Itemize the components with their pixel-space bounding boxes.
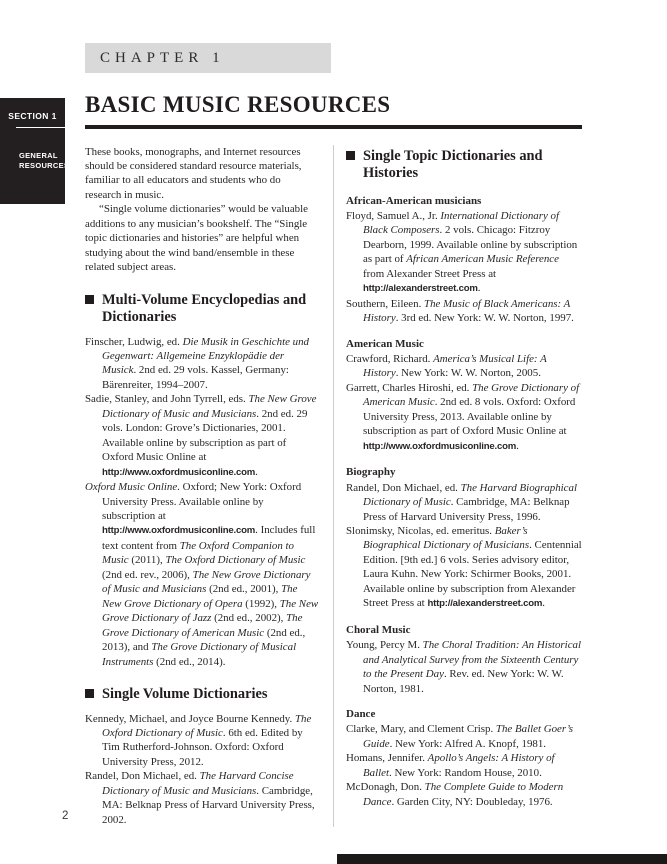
intro-paragraph: “Single volume dictionaries” would be valuable additions to any musician’s bookshelf. The “Single topic dictionaries and histories” are helpful when studying about the wind band/ensemble in these related subject areas. [85,203,308,274]
section-heading: Multi-Volume Encyclopedias and Dictionaries [85,292,319,327]
bibliography-entry [346,780,582,809]
entry-text: . [542,597,545,610]
two-column-layout [85,145,582,828]
entry-text: The Choral Tradition: An Historical and Analytical Survey from the Sixteenth Century to the Present Day [363,639,581,681]
entry-text: . Cambridge, MA: Belknap Press of Harvard University Press, 2002. [102,784,315,826]
entry-text: . New York: Random House, 2010. [389,766,542,779]
entry-text: Randel, Don Michael, ed. [85,770,200,783]
subsection-label: Choral Music [346,623,411,636]
title-rule [85,125,582,129]
entry-text: Crawford, Richard. [346,353,434,366]
entry-text: McDonagh, Don. [346,781,425,794]
page-title: BASIC MUSIC RESOURCES [85,92,391,117]
entry-text: America’s Musical Life: A History [363,353,547,380]
section-tab-rule [16,127,65,128]
entry-text: . New York: W. W. Norton, 2005. [395,367,541,380]
subsection-label: Biography [346,466,396,479]
column-divider [333,145,334,828]
entry-text: African American Music Reference [406,253,559,266]
bibliography-entry [346,524,582,612]
entry-text: . Rev. ed. New York: W. W. Norton, 1981. [363,668,564,695]
entry-text: . 6th ed. Edited by Tim Rutherford-Johnson. Oxford: Oxford University Press, 2012. [102,726,303,768]
entry-text: . 2nd ed. 8 vols. Oxford: Oxford University Press, 2013. Available online by subscription as part of Oxford Music Online at [363,396,576,438]
bibliography-entry [346,722,582,751]
intro-paragraph: These books, monographs, and Internet resources should be considered standard resource materials, familiar to all educators and students who do research in music. [85,145,302,201]
entry-text: . [477,282,481,295]
entry-text: Floyd, Samuel A., Jr. [346,209,441,222]
entry-text: Randel, Don Michael, ed. [346,481,461,494]
entry-text: (2nd ed., 2002), [211,612,287,625]
section-tab-name [19,151,70,171]
entry-text: (2nd ed., 2014). [153,655,226,668]
entry-text: Slonimsky, Nicolas, ed. emeritus. [346,525,495,538]
entry-text: from Alexander Street Press at [363,267,497,280]
entry-text: Young, Percy M. [346,639,423,652]
entry-text: The Grove Dictionary of Musical Instruments [102,641,297,668]
subsection-label: Dance [346,708,376,720]
page-number: 2 [62,810,69,822]
entry-text: (1992), [242,597,280,610]
entry-text: The Complete Guide to Modern Dance [363,781,564,808]
entry-text: Apollo’s Angels: A History of Ballet [363,752,555,779]
bibliography-entry [346,297,582,326]
entry-text: The New Grove Dictionary of Music and Musicians [102,568,311,596]
entry-text: International Dictionary of Black Composers [363,209,559,237]
square-bullet-icon [346,151,355,160]
section-heading: Single Topic Dictionaries and Histories [346,148,582,183]
entry-text: . 2nd ed. 29 vols. Kassel, Germany: Bärenreiter, 1994–2007. [102,364,289,391]
entry-text: . New York: Alfred A. Knopf, 1981. [389,737,547,750]
entry-text: The Ballet Goer’s Guide [363,723,573,750]
entry-url[interactable]: http://alexanderstreet.com [363,283,478,295]
right-column [346,145,582,828]
entry-text: The Music of Black Americans: A History [363,297,571,325]
bibliography-entry [346,638,582,696]
entry-text: Sadie, Stanley, and John Tyrrell, eds. [85,393,249,406]
entry-text: (2nd ed., 2013), and [102,626,306,654]
entry-text: The New Grove Dictionary of Opera [102,583,298,610]
entry-text: The Oxford Dictionary of Music [102,712,312,739]
bibliography-entry [346,481,582,524]
entry-text: The Harvard Concise Dictionary of Music and Musicians [102,770,294,797]
entry-text: Oxford Music Online [85,481,178,494]
entry-text: The Grove Dictionary of American Music [363,381,580,409]
square-bullet-icon [85,295,94,304]
bibliography-entry [85,335,319,393]
chapter-header-box [85,43,331,73]
entry-text: Homans, Jennifer. [346,752,428,765]
bibliography-entry [346,381,582,454]
footer-bar [337,854,667,864]
entry-text: . Includes full text content from [102,524,316,552]
entry-url[interactable]: http://www.oxfordmusiconline.com [363,440,517,452]
entry-text: Southern, Eileen. [346,297,425,310]
entry-text: . 2nd ed. 29 vols. London: Grove’s Dictionaries, 2001. Available online by subscription as part of Oxford Music Online at [102,407,308,464]
entry-text: (2011), [128,554,166,567]
entry-text: Finscher, Ludwig, ed. [85,335,183,348]
subsection-label: African-American musicians [346,194,482,207]
entry-text: Baker’s Biographical Dictionary of Musicians [363,525,530,552]
section-heading: Single Volume Dictionaries [85,686,319,704]
bibliography-entry [346,352,582,381]
entry-url[interactable]: http://www.oxfordmusiconline.com [102,466,256,478]
page-content [85,92,582,827]
subsection-label: American Music [346,337,424,350]
entry-url[interactable]: http://www.oxfordmusiconline.com [102,525,256,537]
entry-text: The Oxford Companion to Music [102,539,294,567]
entry-text: (2nd ed., 2001), [206,583,282,596]
section-tab-label: SECTION 1 [8,111,57,121]
section-tab-name-line1: GENERAL [19,151,58,160]
entry-text: (2nd ed. rev., 2006), [102,568,193,581]
entry-text: The Grove Dictionary of American Music [102,612,303,639]
section-tab [0,98,70,204]
entry-text: Garrett, Charles Hiroshi, ed. [346,381,473,394]
entry-text: . 3rd ed. New York: W. W. Norton, 1997. [395,312,574,325]
entry-text: . [255,465,258,478]
entry-text: The New Grove Dictionary of Music and Musicians [102,393,317,420]
entry-text: Die Musik in Geschichte und Gegenwart: Allgemeine Enzyklopädie der Musick [102,335,309,377]
entry-text: . Garden City, NY: Doubleday, 1976. [391,795,553,808]
entry-text: . 2 vols. Chicago: Fitzroy Dearborn, 1999. Available online by subscription as part of [363,224,578,266]
entry-text: . [516,439,519,452]
entry-text: Clarke, Mary, and Clement Crisp. [346,723,496,736]
bibliography-entry [85,392,319,480]
section-tab-name-line2: RESOURCES [19,161,70,170]
entry-text: . Cambridge, MA: Belknap Press of Harvard University Press, 1996. [363,496,570,523]
bibliography-entry [346,751,582,780]
bibliography-entry [85,480,319,669]
entry-url[interactable]: http://alexanderstreet.com [427,598,543,610]
square-bullet-icon [85,689,94,698]
entry-text: Kennedy, Michael, and Joyce Bourne Kennedy. [85,712,295,725]
entry-text: The Oxford Dictionary of Music [165,554,306,567]
bibliography-entry [346,209,582,297]
entry-text: The New Grove Dictionary of Jazz [102,597,319,625]
entry-text: The Harvard Biographical Dictionary of Music [363,481,577,509]
entry-text: . Oxford; New York: Oxford University Press. Available online by subscription at [102,481,302,523]
bibliography-entry [85,712,319,770]
bibliography-entry [85,769,319,827]
entry-text: . Centennial Edition. [9th ed.] 6 vols. Series advisory editor, Laura Kuhn. New York: Schirmer Books, 2001. Available online by subscription from Alexander Street Press at [363,539,582,610]
chapter-label: CHAPTER 1 [100,50,225,66]
left-column [85,145,319,828]
